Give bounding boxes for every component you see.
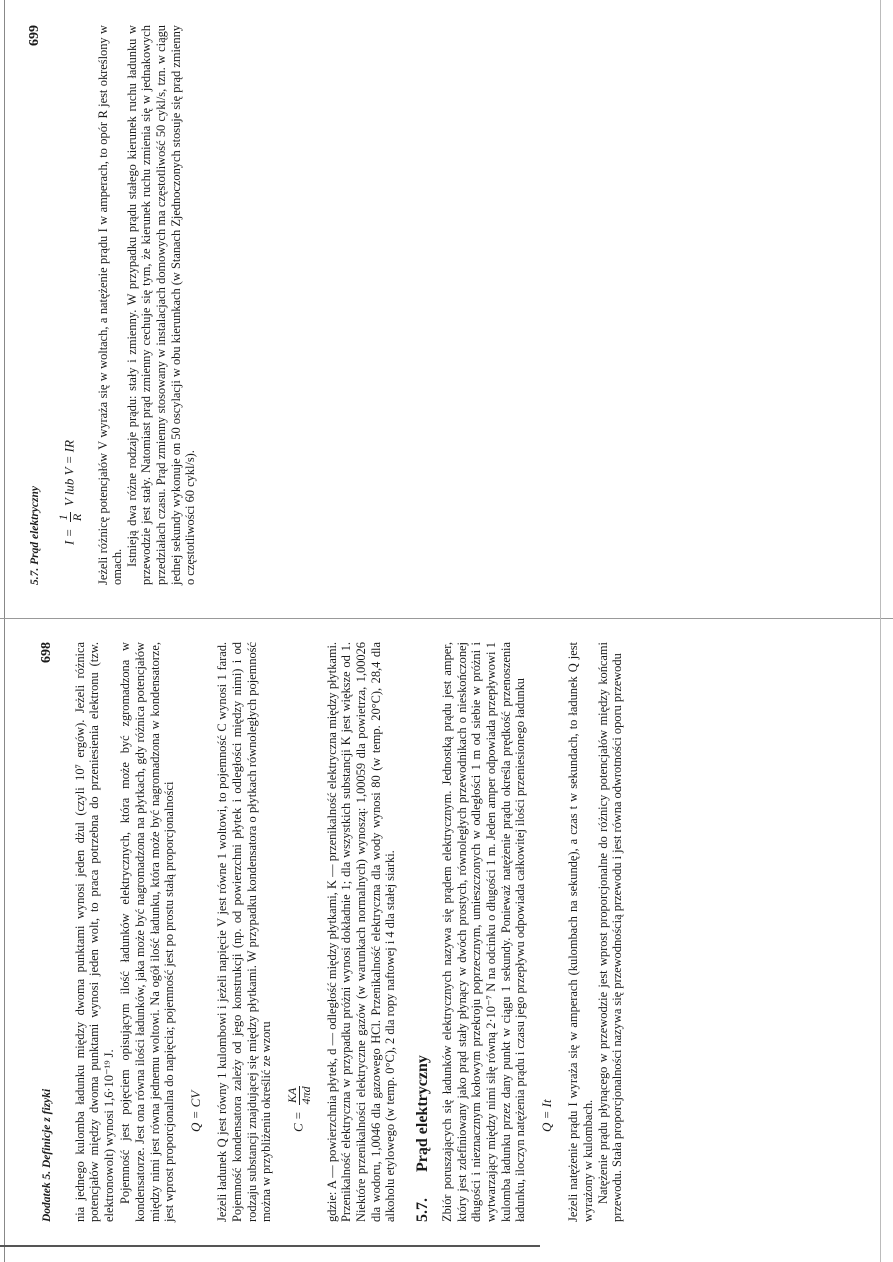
page-699 — [28, 25, 198, 585]
page-number: 698 — [39, 642, 54, 663]
fraction — [286, 1086, 313, 1105]
fraction-denominator: 4πd — [298, 1086, 313, 1105]
running-header — [40, 642, 55, 1222]
left-edge-line — [4, 0, 5, 1262]
running-header — [28, 25, 43, 585]
bottom-fold-line — [0, 1245, 540, 1247]
paragraph: nia jednego kulomba ładunku między dwoma punktami wynosi jeden dżul (czyli 10⁷ ergów). Jeżeli różnica potencjałów między dwoma punktami wynosi jeden wolt, to praca potrzebna do przeniesienia elektronu (tzw. elektronowolt) wynosi 1,6·10⁻¹⁹ J. — [72, 642, 116, 1222]
paragraph: gdzie: A — powierzchnia płytek, d — odległość między płytkami, K — przenikalność elektryczna między płytkami. Przenikalność elektryczna w przypadku próżni wynosi dokładnie 1; dla wszystkich substancji K jest większe od 1. Niektóre przenikalności elektryczne gazów (w warunkach normalnych) wynoszą: 1,00059 dla powietrza, 1,00026 dla wodoru, 1,0046 dla gazowego HCl. Przenikalność elektryczna dla wody wynosi 80 (w temp. 20°C), 28,4 dla alkoholu etylowego (w temp. 0°C), 2 dla ropy naftowej i 4 dla stałej siarki. — [324, 642, 398, 1222]
right-edge-line — [880, 0, 881, 1262]
formula — [286, 642, 313, 1132]
page-fold-line — [0, 618, 893, 619]
fraction-numerator: KA — [284, 1087, 299, 1104]
paragraph: Zbiór poruszających się ładunków elektrycznych nazywa się prądem elektrycznym. Jednostką prądu jest amper, który jest zdefiniowany jako prąd stały płynący w dwóch prostych, równoległych przewodnikach o nieskończonej długości i nieznacznym kołowym przekroju poprzecznym, umieszczonych w odległości 1 m od siebie w próżni i wytwarzający między nimi siłę równą 2·10⁻⁷ N na odcinku o długości 1 m. Jeden amper odpowiada przepływowi 1 kulomba ładunku przez dany punkt w ciągu 1 sekundy. Ponieważ natężenie prądu określa prędkość przenoszenia ładunku, iloczyn natężenia prądu i czasu jego przepływu odpowiada całkowitej ilości przeniesionego ładunku — [440, 642, 528, 1222]
running-title: 5.7. Prąd elektryczny — [29, 485, 41, 585]
fraction-numerator: 1 — [55, 514, 70, 521]
paragraph: Jeżeli natężenie prądu I wyraża się w amperach (kulombach na sekundę), a czas t w sekundach, to ładunek Q jest wyrażony w kulombach. — [566, 642, 596, 1222]
paragraph: Jeżeli różnicę potencjałów V wyraża się w woltach, a natężenie prądu I w amperach, to opór R jest określony w omach. — [95, 25, 125, 585]
page-698 — [40, 642, 625, 1222]
formula — [57, 25, 84, 545]
fraction — [57, 512, 84, 522]
page-number: 699 — [27, 25, 42, 46]
formula-lhs: C = — [290, 1111, 306, 1132]
paragraph: Natężenie prądu płynącego w przewodzie jest wprost proporcjonalne do różnicy potencjałów między końcami przewodu. Stała proporcjonalności nazywa się przewodnością przewodu i jest równa odwrotności oporu przewodu — [595, 642, 625, 1222]
fraction-denominator: R — [69, 513, 84, 522]
paragraph: Pojemność jest pojęciem opisującym ilość ładunków elektrycznych, która może być zgromadzona w kondensatorze. Jest ona równa ilości ładunków, jaka może być nagromadzona na płytkach, gdy różnica potencjałów między nimi jest równa jednemu woltowi. Na ogół ilość ładunku, która może być nagromadzona w kondensatorze, jest wprost proporcjonalna do napięcia; pojemność jest po prostu stałą proporcjonalności — [118, 642, 177, 1222]
section-number: 5.7. — [413, 1198, 431, 1222]
formula-lhs: I = — [61, 528, 77, 545]
section-title: Prąd elektryczny — [413, 1055, 431, 1172]
section-heading — [413, 642, 431, 1222]
formula-rhs: V lub V = IR — [61, 440, 77, 507]
running-title: Dodatek 5. Definicje z fizyki — [41, 1088, 53, 1222]
paragraph: Jeżeli ładunek Q jest równy 1 kulombowi i jeżeli napięcie V jest równe 1 woltowi, to pojemność C wynosi 1 farad. Pojemność kondensatora zależy od jego konstrukcji (np. od powierzchni płytek i odległości między nimi) i od rodzaju substancji znajdującej się między płytkami. W przypadku kondensatora o płytkach równoległych pojemność można w przybliżeniu określić ze wzoru — [215, 642, 274, 1222]
formula: Q = CV — [187, 1090, 203, 1132]
paragraph: Istnieją dwa różne rodzaje prądu: stały i zmienny. W przypadku prądu stałego kierunek ruchu ładunku w przewodzie jest stały. Natomiast prąd zmienny cechuje się tym, że kierunek ruchu zmienia się w jednakowych przedziałach czasu. Prąd zmienny stosowany w instalacjach domowych ma częstotliwość 50 cykl/s, tzn. w ciągu jednej sekundy wykonuje on 50 oscylacji w obu kierunkach (w Stanach Zjednoczonych stosuje się prąd zmienny o częstotliwości 60 cykl/s). — [124, 25, 198, 585]
formula: Q = It — [538, 1099, 554, 1132]
